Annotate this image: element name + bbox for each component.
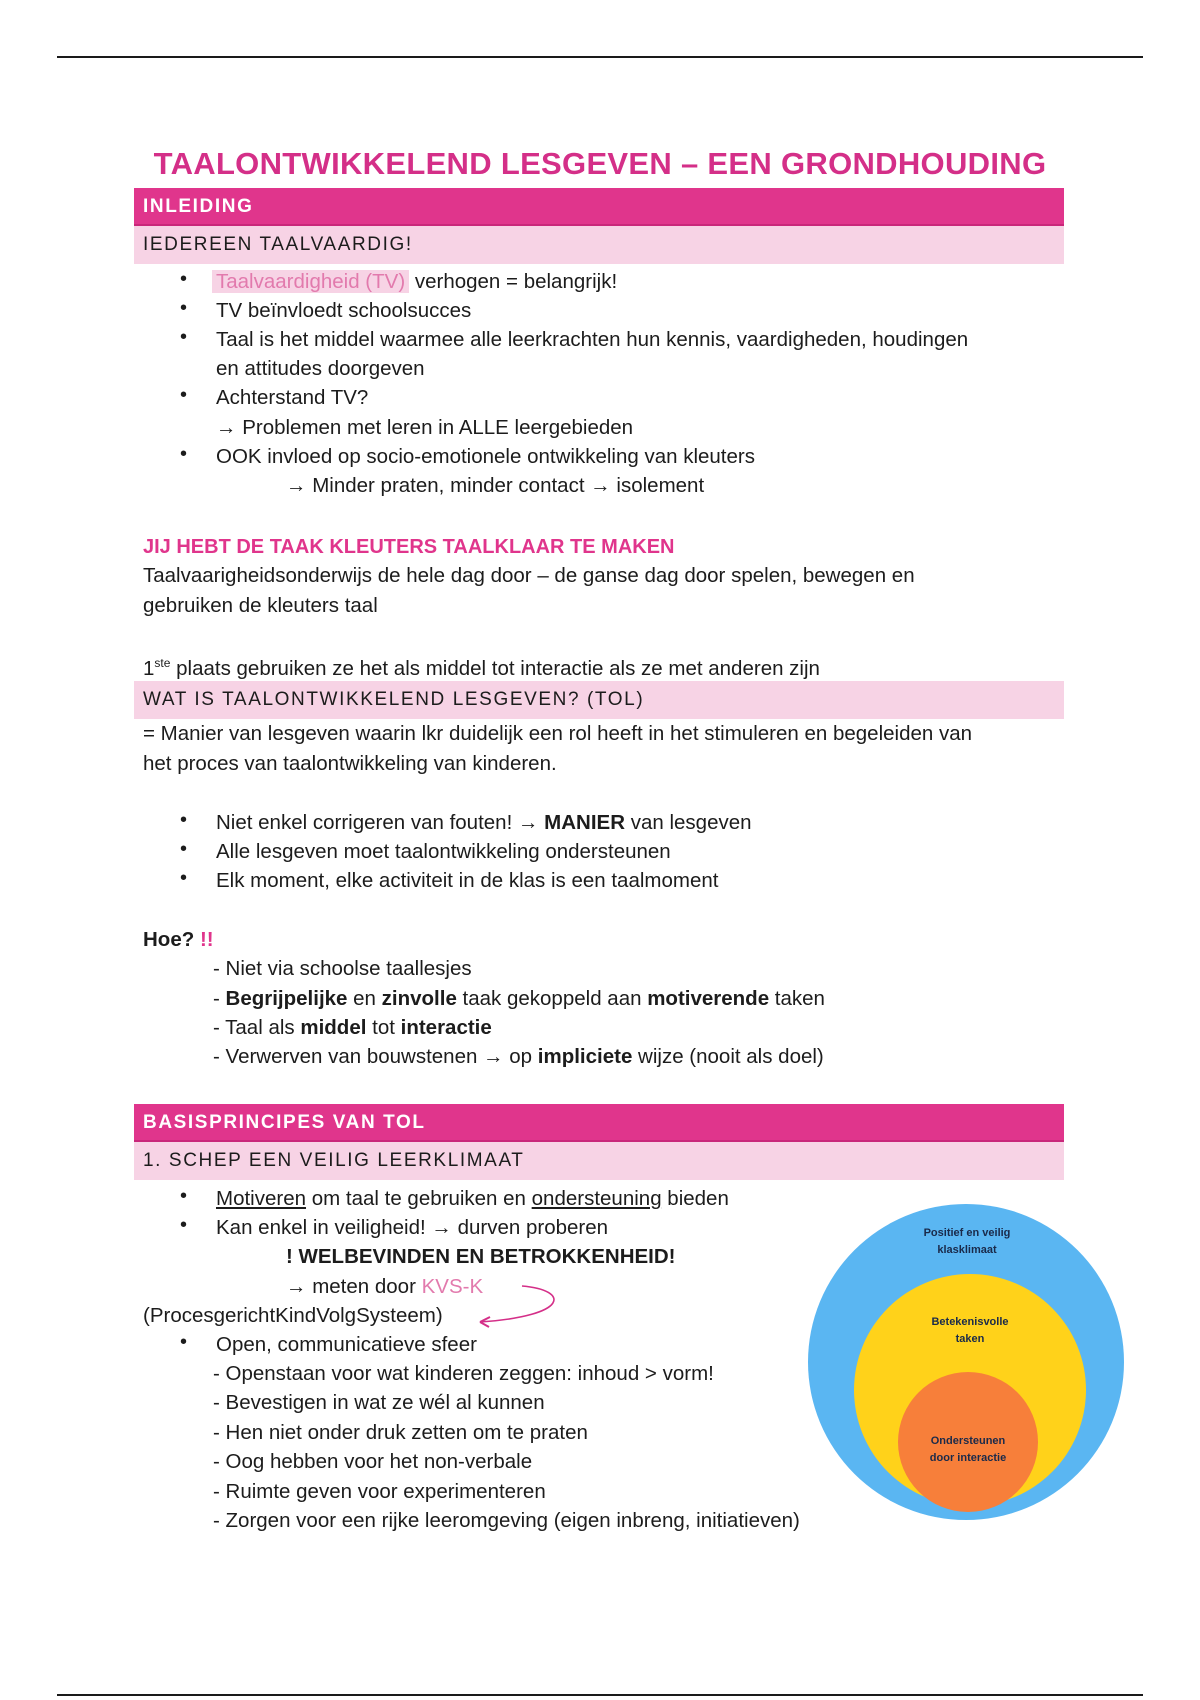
dash-item: - Niet via schoolse taallesjes xyxy=(213,957,472,980)
bullet: • xyxy=(180,809,188,831)
curved-arrow-icon xyxy=(460,1280,580,1330)
list-item xyxy=(216,1184,729,1213)
bold-text: zinvolle xyxy=(381,987,457,1010)
paragraph-line: Taalvaarigheidsonderwijs de hele dag door – de ganse dag door spelen, bewegen en xyxy=(143,564,915,587)
dash-item: - Hen niet onder druk zetten om te praten xyxy=(213,1421,588,1444)
bullet: • xyxy=(180,443,188,465)
list-item: TV beïnvloedt schoolsucces xyxy=(216,299,472,322)
text: taak gekoppeld aan xyxy=(456,987,648,1010)
text: - xyxy=(213,987,226,1010)
subheader-wat-is-tol: WAT IS TAALONTWIKKELEND LESGEVEN? (TOL) xyxy=(134,681,1064,719)
page-title: TAALONTWIKKELEND LESGEVEN – EEN GRONDHOUDING xyxy=(153,146,1047,181)
subheader-iedereen-taalvaardig: IEDEREEN TAALVAARDIG! xyxy=(134,226,1064,264)
dash-item xyxy=(213,984,825,1013)
text: plaats gebruiken ze het als middel tot interactie als ze met anderen zijn xyxy=(170,656,820,680)
text: 1 xyxy=(143,656,155,680)
section-header-basisprincipes: BASISPRINCIPES VAN TOL xyxy=(134,1104,1064,1142)
text: verhogen = belangrijk! xyxy=(409,270,618,293)
text: - Verwerven van bouwstenen → op xyxy=(213,1045,538,1068)
definition-line: = Manier van lesgeven waarin lkr duidelijk een rol heeft in het stimuleren en begeleiden van xyxy=(143,722,973,745)
bullet: • xyxy=(180,1331,188,1353)
dash-item: - Openstaan voor wat kinderen zeggen: inhoud > vorm! xyxy=(213,1362,714,1385)
bold-text: Hoe? xyxy=(143,928,195,951)
list-item: OOK invloed op socio-emotionele ontwikkeling van kleuters xyxy=(216,445,755,468)
bullet: • xyxy=(180,384,188,406)
middle-label: taken xyxy=(955,1333,985,1345)
bullet: • xyxy=(180,838,188,860)
proces-text: (ProcesgerichtKindVolgSysteem) xyxy=(143,1304,443,1327)
text: en xyxy=(347,987,382,1010)
list-item-cont: → Problemen met leren in ALLE leergebieden xyxy=(216,416,634,439)
bullet: • xyxy=(180,326,188,348)
dash-item: - Oog hebben voor het non-verbale xyxy=(213,1450,533,1473)
underlined-text: Motiveren xyxy=(216,1187,307,1210)
bullet: • xyxy=(180,1214,188,1236)
superscript: ste xyxy=(154,656,171,670)
bold-text: MANIER xyxy=(544,811,626,834)
list-item: Achterstand TV? xyxy=(216,386,369,409)
list-item: Elk moment, elke activiteit in de klas is een taalmoment xyxy=(216,869,719,892)
inner-label: door interactie xyxy=(929,1452,1007,1464)
inner-label: Ondersteunen xyxy=(930,1435,1006,1447)
bold-text: impliciete xyxy=(537,1045,633,1068)
list-item-cont: en attitudes doorgeven xyxy=(216,357,425,380)
text: tot xyxy=(366,1016,401,1039)
top-rule xyxy=(57,56,1143,58)
list-item: Taal is het middel waarmee alle leerkrachten hun kennis, vaardigheden, houdingen xyxy=(216,328,969,351)
list-item xyxy=(216,808,752,837)
welbevinden-callout: ! WELBEVINDEN EN BETROKKENHEID! xyxy=(286,1245,676,1268)
bold-text: motiverende xyxy=(647,987,770,1010)
bold-text: interactie xyxy=(400,1016,492,1039)
definition-line: het proces van taalontwikkeling van kinderen. xyxy=(143,752,557,775)
dash-item: - Zorgen voor een rijke leeromgeving (eigen inbreng, initiatieven) xyxy=(213,1509,800,1532)
emphasis-mark: !! xyxy=(199,928,214,951)
subheading-jij-hebt: JIJ HEBT DE TAAK KLEUTERS TAALKLAAR TE MAKEN xyxy=(143,536,675,558)
dash-item xyxy=(213,1042,824,1071)
outer-label: Positief en veilig xyxy=(923,1227,1011,1239)
dash-item: - Bevestigen in wat ze wél al kunnen xyxy=(213,1391,545,1414)
bullet: • xyxy=(180,1185,188,1207)
bottom-rule xyxy=(57,1694,1143,1696)
concentric-circles-diagram xyxy=(800,1200,1140,1530)
bullet: • xyxy=(180,867,188,889)
bold-text: Begrijpelijke xyxy=(225,987,348,1010)
bullet: • xyxy=(180,268,188,290)
underlined-text: ondersteuning xyxy=(531,1187,662,1210)
dash-item: - Ruimte geven voor experimenteren xyxy=(213,1480,546,1503)
list-item: Kan enkel in veiligheid! → durven proberen xyxy=(216,1216,609,1239)
list-item: Open, communicatieve sfeer xyxy=(216,1333,477,1356)
text: taken xyxy=(769,987,825,1010)
outer-label: klasklimaat xyxy=(937,1244,997,1256)
section-header-inleiding: INLEIDING xyxy=(134,188,1064,226)
meten-line xyxy=(286,1272,483,1301)
text: om taal te gebruiken en xyxy=(306,1187,532,1210)
list-item xyxy=(212,267,617,296)
highlighted-term: Taalvaardigheid (TV) xyxy=(212,270,409,293)
kvs-k-acronym: KVS-K xyxy=(421,1275,484,1298)
text: van lesgeven xyxy=(625,811,752,834)
middle-label: Betekenisvolle xyxy=(931,1316,1009,1328)
paragraph-line: gebruiken de kleuters taal xyxy=(143,594,378,617)
text: - Taal als xyxy=(213,1016,301,1039)
text: Niet enkel corrigeren van fouten! → xyxy=(216,811,545,834)
text: wijze (nooit als doel) xyxy=(632,1045,824,1068)
bullet: • xyxy=(180,297,188,319)
hoe-heading xyxy=(143,925,214,954)
text: bieden xyxy=(661,1187,729,1210)
list-item: Alle lesgeven moet taalontwikkeling ondersteunen xyxy=(216,840,671,863)
paragraph-line xyxy=(143,649,820,683)
list-item-cont: → Minder praten, minder contact → isolement xyxy=(286,474,705,497)
dash-item xyxy=(213,1013,492,1042)
bold-text: middel xyxy=(300,1016,367,1039)
text: → meten door xyxy=(286,1275,422,1298)
subheader-veilig-leerklimaat: 1. SCHEP EEN VEILIG LEERKLIMAAT xyxy=(134,1142,1064,1180)
